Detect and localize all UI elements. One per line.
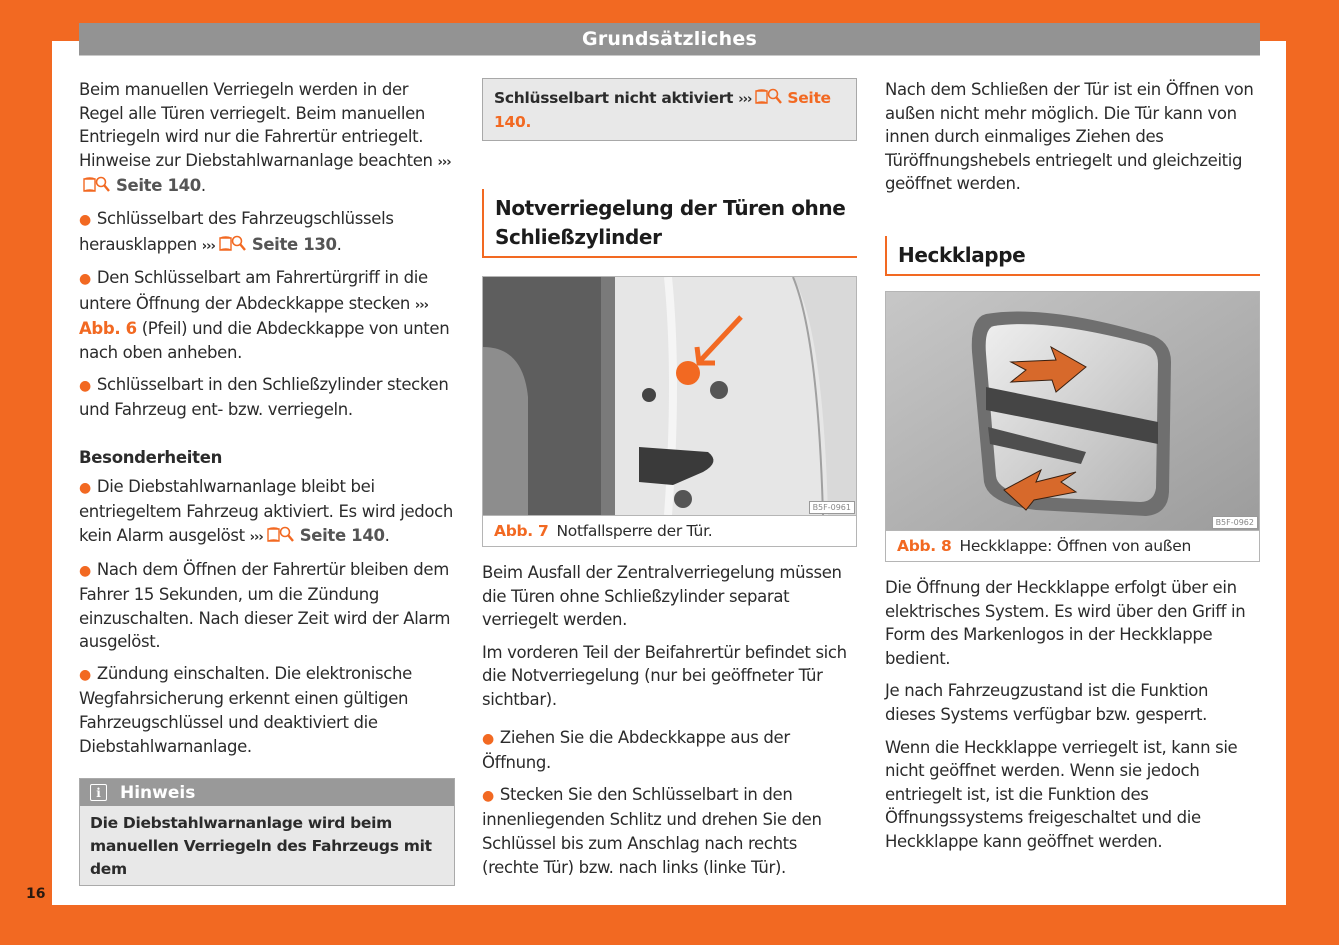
- figure-label: Abb. 8: [897, 536, 952, 555]
- book-search-icon: [266, 526, 296, 543]
- list-item-text: Schlüsselbart in den Schließzylinder stecken und Fahrzeug ent- bzw. verriegeln.: [79, 374, 449, 420]
- figure-code: B5F-0962: [1212, 516, 1258, 529]
- list-item: [79, 558, 455, 654]
- door-illustration-svg: [483, 277, 856, 515]
- steps-list: [79, 207, 455, 422]
- figure-abb-7: [482, 276, 857, 547]
- paragraph: Beim Ausfall der Zentralverriegelung müssen die Türen ohne Schließzylinder separat verriegelt werden.: [482, 563, 842, 630]
- book-search-icon: [82, 176, 112, 193]
- figure-abb-8: [885, 291, 1260, 562]
- bullet-icon: ●: [79, 562, 91, 579]
- paragraph: Wenn die Heckklappe verriegelt ist, kann sie nicht geöffnet werden. Wenn sie jedoch entriegelt ist, ist die Funktion des Öffnungssystems freigeschaltet und die Heckklappe kann geöffnet werden.: [885, 737, 1238, 851]
- ref-arrows: ›››: [437, 154, 451, 170]
- bullet-icon: ●: [482, 730, 494, 747]
- column-left: [79, 78, 455, 886]
- column-right: [885, 78, 1261, 863]
- page-number: 16: [26, 886, 46, 902]
- section-title-notverriegelung: Notverriegelung der Türen ohne Schließzylinder: [482, 189, 857, 258]
- link-seite-130[interactable]: Seite 130: [251, 234, 337, 254]
- figure-caption-text: Heckklappe: Öffnen von außen: [959, 536, 1191, 555]
- list-item-text: Den Schlüsselbart am Fahrertürgriff in die untere Öffnung der Abdeckkappe stecken: [79, 268, 428, 313]
- list-item-text: Ziehen Sie die Abdeckkappe aus der Öffnung.: [482, 727, 790, 773]
- figure-caption: [886, 530, 1259, 561]
- bullet-icon: ●: [79, 479, 91, 496]
- note-text: Schlüsselbart nicht aktiviert: [494, 89, 734, 107]
- ref-arrows: ›››: [201, 238, 215, 254]
- ref-arrows: ›››: [414, 297, 428, 313]
- link-seite-140[interactable]: Seite 140: [116, 176, 201, 196]
- tailgate-illustration-svg: [886, 292, 1259, 530]
- link-abb-6[interactable]: Abb. 6: [79, 319, 137, 339]
- list-item: [482, 783, 858, 879]
- list-item-text: Zündung einschalten. Die elektronische Wegfahrsicherung erkennt einen gültigen Fahrzeugschlüssel und deaktiviert die Diebstahlwarnanlage.: [79, 663, 412, 756]
- link-seite-140[interactable]: Seite 140: [299, 525, 385, 545]
- ref-arrows: ›››: [738, 92, 752, 107]
- paragraph: Im vorderen Teil der Beifahrertür befindet sich die Notverriegelung (nur bei geöffneter Tür sichtbar).: [482, 642, 847, 709]
- hinweis-title: Hinweis: [120, 782, 196, 803]
- hinweis-box: [79, 778, 455, 886]
- figure-code: B5F-0961: [809, 501, 855, 514]
- section-title-heckklappe: Heckklappe: [885, 236, 1260, 276]
- list-item-text: Die Diebstahlwarnanlage bleibt bei entriegeltem Fahrzeug aktiviert. Es wird jedoch kein Alarm ausgelöst: [79, 476, 453, 545]
- link-seite-140[interactable]: Seite 140.: [494, 89, 831, 131]
- figure-caption-text: Notfallsperre der Tür.: [556, 522, 713, 540]
- list-item-text: Schlüsselbart des Fahrzeugschlüssels herausklappen: [79, 208, 394, 254]
- list-item: ● Schlüsselbart des Fahrzeugschlüssels herausklappen ››› Seite 130.: [79, 208, 394, 254]
- chapter-header: Grundsätzliches: [79, 23, 1260, 56]
- paragraph: Die Öffnung der Heckklappe erfolgt über ein elektrisches System. Es wird über den Griff in Form des Markenlogos in der Heckklappe bedient.: [885, 577, 1246, 668]
- book-search-icon: [218, 235, 248, 252]
- intro-paragraph: Beim manuellen Verriegeln werden in der Regel alle Türen verriegelt. Beim manuellen Entriegeln wird nur die Fahrertür entriegelt. Hinweise zur Diebstahlwarnanlage beachten ›››Seite 140.: [79, 80, 451, 196]
- info-icon: i: [90, 784, 107, 801]
- bullet-icon: ●: [79, 377, 91, 394]
- bullet-icon: ●: [79, 666, 91, 683]
- figure-caption: [483, 515, 856, 546]
- special-list: [79, 475, 455, 759]
- bullet-icon: ●: [482, 787, 494, 804]
- paragraph: Je nach Fahrzeugzustand ist die Funktion dieses Systems verfügbar bzw. gesperrt.: [885, 681, 1209, 724]
- hinweis-body: Die Diebstahlwarnanlage wird beim manuellen Verriegeln des Fahrzeugs mit dem: [90, 814, 432, 879]
- list-item-text: (Pfeil) und die Abdeckkappe von unten nach oben anheben.: [79, 319, 450, 362]
- steps-list: [482, 726, 858, 880]
- subheading-besonderheiten: Besonderheiten: [79, 447, 223, 467]
- book-search-icon: [754, 88, 784, 105]
- tailgate-logo-illustration: [886, 292, 1259, 530]
- list-item-text: Stecken Sie den Schlüsselbart in den innenliegenden Schlitz und drehen Sie den Schlüssel bis zum Anschlag nach rechts (rechte Tür) bzw. nach links (linke Tür).: [482, 784, 822, 877]
- figure-label: Abb. 7: [494, 522, 549, 540]
- hinweis-continued-box: [482, 78, 857, 141]
- list-item-text: Nach dem Öffnen der Fahrertür bleiben dem Fahrer 15 Sekunden, um die Zündung einzuschalten. Nach dieser Zeit wird der Alarm ausgelöst.: [79, 559, 451, 652]
- paragraph: Nach dem Schließen der Tür ist ein Öffnen von außen nicht mehr möglich. Die Tür kann von innen durch einmaliges Ziehen des Türöffnungshebels entriegelt und gleichzeitig geöffnet werden.: [885, 80, 1254, 194]
- list-item: [79, 662, 455, 758]
- hinweis-header: [80, 779, 454, 806]
- ref-arrows: ›››: [249, 529, 263, 545]
- door-lock-illustration: [483, 277, 856, 515]
- column-middle: [482, 78, 858, 887]
- list-item: [79, 266, 455, 364]
- emergency-lock-cap: [676, 361, 700, 385]
- intro-text: Beim manuellen Verriegeln werden in der Regel alle Türen verriegelt. Beim manuellen Entriegeln wird nur die Fahrertür entriegelt. Hinweise zur Diebstahlwarnanlage beachten: [79, 80, 433, 170]
- bullet-icon: ●: [79, 271, 91, 288]
- bullet-icon: ●: [79, 211, 91, 228]
- list-item: ● Die Diebstahlwarnanlage bleibt bei entriegeltem Fahrzeug aktiviert. Es wird jedoch kein Alarm ausgelöst ››› Seite 140.: [79, 476, 453, 545]
- list-item: [482, 726, 858, 775]
- list-item: [79, 373, 455, 422]
